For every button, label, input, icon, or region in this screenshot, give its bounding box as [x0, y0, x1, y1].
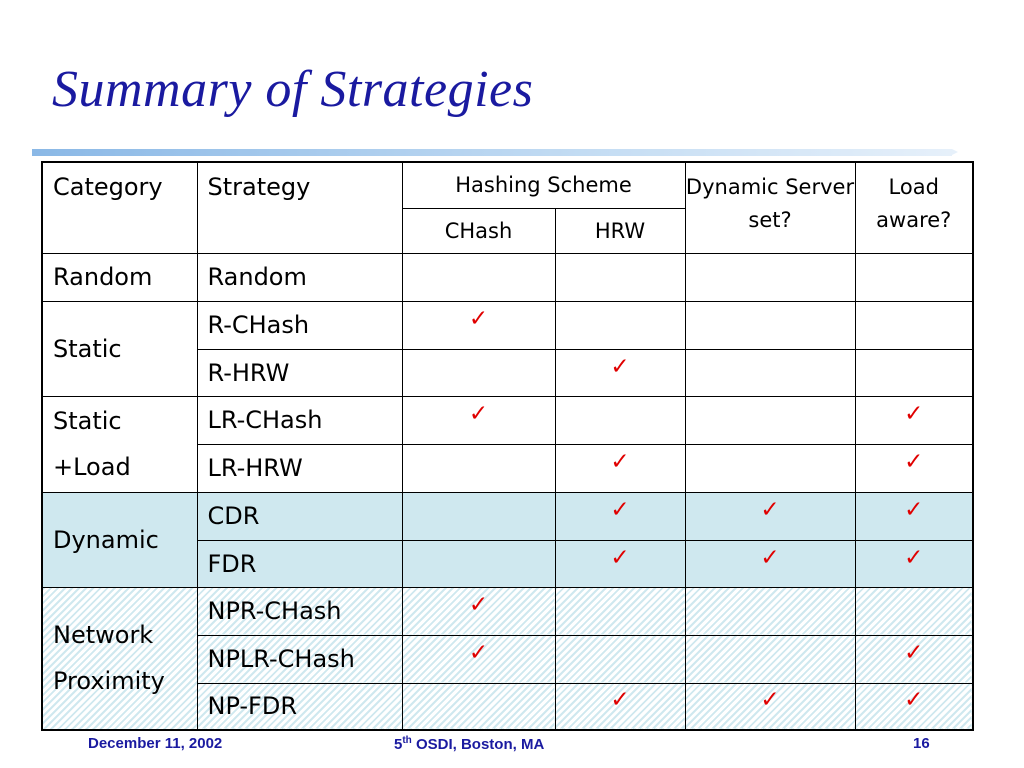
load-cell [855, 683, 973, 730]
load-cell [855, 253, 973, 301]
load-cell [855, 349, 973, 396]
category-line: Network [53, 621, 154, 650]
check-icon: ✓ [610, 687, 630, 714]
dynamic-cell [685, 253, 855, 301]
chash-cell [402, 492, 555, 540]
check-icon: ✓ [468, 592, 489, 618]
check-icon: ✓ [468, 640, 489, 666]
strategy-cell: Random [197, 253, 402, 301]
dynamic-cell [685, 492, 855, 540]
check-icon: ✓ [904, 687, 924, 714]
strategy-cell: CDR [197, 492, 402, 540]
category-line: Proximity [53, 667, 165, 696]
category-cell [42, 396, 197, 492]
table-row [42, 301, 973, 349]
footer-conf-number: 5 [394, 736, 403, 753]
chash-cell [402, 253, 555, 301]
dynamic-cell [685, 396, 855, 444]
check-icon: ✓ [760, 544, 780, 571]
strategy-cell: R-HRW [197, 349, 402, 396]
hrw-cell [555, 444, 685, 492]
category-cell: Dynamic [42, 492, 197, 587]
dynamic-cell [685, 683, 855, 730]
slide-title: Summary of Strategies [52, 61, 534, 118]
header-chash: CHash [402, 208, 555, 253]
table-row [42, 492, 973, 540]
table-row [42, 253, 973, 301]
check-icon: ✓ [904, 640, 924, 666]
category-cell: Static [42, 301, 197, 396]
load-cell [855, 635, 973, 683]
strategy-table [41, 161, 974, 731]
dynamic-cell [685, 301, 855, 349]
hrw-cell [555, 349, 685, 396]
load-cell [855, 587, 973, 635]
title-underline-tip [952, 149, 958, 155]
strategy-cell: NPR-CHash [197, 587, 402, 635]
dynamic-cell [685, 540, 855, 587]
strategy-cell: FDR [197, 540, 402, 587]
hrw-cell [555, 396, 685, 444]
strategy-cell: LR-HRW [197, 444, 402, 492]
chash-cell [402, 635, 555, 683]
footer-conf-text: OSDI, Boston, MA [411, 736, 545, 753]
chash-cell [402, 301, 555, 349]
check-icon: ✓ [760, 497, 780, 523]
dynamic-cell [685, 587, 855, 635]
category-line: +Load [53, 453, 131, 481]
chash-cell [402, 349, 555, 396]
load-cell [855, 492, 973, 540]
header-dynamic-server-set: Dynamic Server set? [685, 162, 855, 253]
load-cell [855, 540, 973, 587]
chash-cell [402, 540, 555, 587]
check-icon: ✓ [610, 449, 630, 475]
header-strategy: Strategy [197, 162, 402, 253]
check-icon: ✓ [468, 401, 489, 427]
hrw-cell [555, 635, 685, 683]
dynamic-cell [685, 349, 855, 396]
strategy-cell: NP-FDR [197, 683, 402, 730]
strategy-cell: NPLR-CHash [197, 635, 402, 683]
category-cell: Random [42, 253, 197, 301]
check-icon: ✓ [904, 401, 924, 427]
strategy-cell: R-CHash [197, 301, 402, 349]
check-icon: ✓ [610, 353, 630, 380]
load-cell [855, 301, 973, 349]
check-icon: ✓ [904, 544, 924, 571]
hrw-cell [555, 587, 685, 635]
check-icon: ✓ [904, 497, 924, 523]
hrw-cell [555, 540, 685, 587]
header-load-aware: Load aware? [855, 162, 973, 253]
header-row [42, 162, 973, 208]
dynamic-cell [685, 444, 855, 492]
header-hashing-scheme: Hashing Scheme [402, 162, 685, 208]
footer-conf-suffix: th [402, 735, 412, 746]
table-row [42, 396, 973, 444]
chash-cell [402, 444, 555, 492]
header-hrw: HRW [555, 208, 685, 253]
header-category: Category [42, 162, 197, 253]
check-icon: ✓ [904, 449, 924, 475]
footer-date: December 11, 2002 [88, 735, 223, 752]
dynamic-cell [685, 635, 855, 683]
check-icon: ✓ [610, 544, 630, 571]
load-cell [855, 396, 973, 444]
hrw-cell [555, 683, 685, 730]
title-underline [32, 149, 952, 156]
check-icon: ✓ [760, 687, 780, 714]
chash-cell [402, 587, 555, 635]
strategy-cell: LR-CHash [197, 396, 402, 444]
category-line: Static [53, 407, 122, 435]
table-row [42, 587, 973, 635]
footer-page-number: 16 [913, 735, 930, 752]
check-icon: ✓ [468, 306, 489, 332]
footer-conference [394, 735, 544, 753]
hrw-cell [555, 253, 685, 301]
chash-cell [402, 396, 555, 444]
chash-cell [402, 683, 555, 730]
hrw-cell [555, 492, 685, 540]
load-cell [855, 444, 973, 492]
check-icon: ✓ [610, 497, 630, 523]
hrw-cell [555, 301, 685, 349]
category-cell [42, 587, 197, 730]
